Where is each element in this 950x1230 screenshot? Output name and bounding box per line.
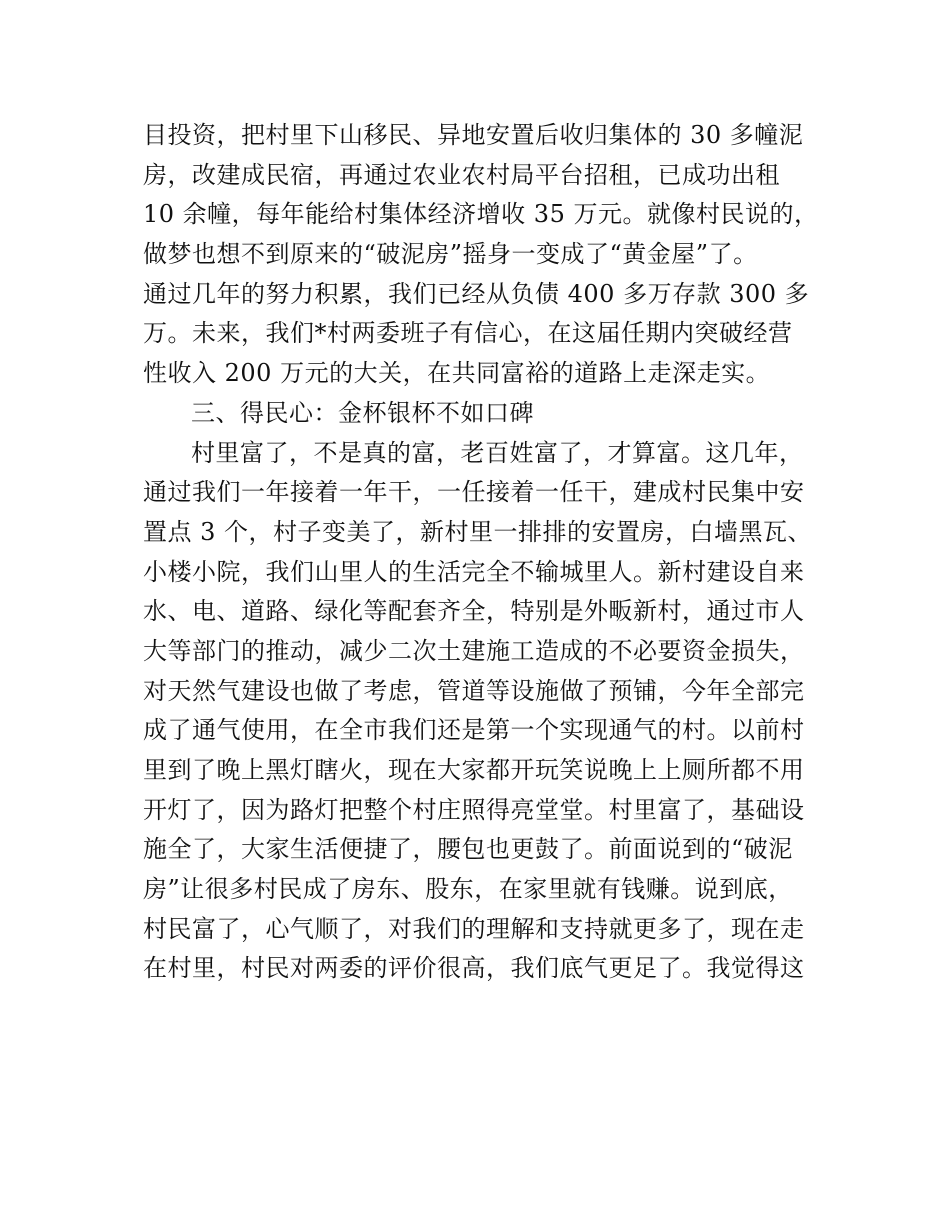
paragraph-line: 置点 3 个，村子变美了，新村里一排排的安置房，白墙黑瓦、	[143, 517, 813, 546]
paragraph-line: 10 余幢，每年能给村集体经济增收 35 万元。就像村民说的，	[143, 200, 819, 229]
paragraph-line: 通过我们一年接着一年干，一任接着一任干，建成村民集中安	[143, 478, 805, 507]
paragraph-line: 成了通气使用，在全市我们还是第一个实现通气的村。以前村	[143, 716, 805, 745]
paragraph-line: 通过几年的努力积累，我们已经从负债 400 多万存款 300 多	[143, 279, 810, 308]
paragraph-line: 村里富了，不是真的富，老百姓富了，才算富。这几年，	[191, 438, 804, 467]
paragraph-line: 对天然气建设也做了考虑，管道等设施做了预铺，今年全部完	[143, 676, 805, 705]
paragraph-line: 大等部门的推动，减少二次土建施工造成的不必要资金损失，	[143, 636, 805, 665]
paragraph-line: 房，改建成民宿，再通过农业农村局平台招租，已成功出租	[143, 160, 780, 189]
paragraph-line: 小楼小院，我们山里人的生活完全不输城里人。新村建设自来	[143, 557, 805, 586]
section-heading: 三、得民心：金杯银杯不如口碑	[191, 398, 534, 427]
paragraph-line: 施全了，大家生活便捷了，腰包也更鼓了。前面说到的“破泥	[143, 835, 793, 864]
paragraph-line: 目投资，把村里下山移民、异地安置后收归集体的 30 多幢泥	[143, 121, 804, 149]
paragraph-line: 开灯了，因为路灯把整个村庄照得亮堂堂。村里富了，基础设	[143, 795, 805, 824]
paragraph-line: 万。未来，我们*村两委班子有信心，在这届任期内突破经营	[143, 319, 793, 348]
paragraph-line: 做梦也想不到原来的“破泥房”摇身一变成了“黄金屋”了。	[143, 240, 758, 269]
paragraph-line: 水、电、道路、绿化等配套齐全，特别是外畈新村，通过市人	[143, 597, 805, 626]
paragraph-line: 村民富了，心气顺了，对我们的理解和支持就更多了，现在走	[143, 914, 805, 943]
paragraph-line: 在村里，村民对两委的评价很高，我们底气更足了。我觉得这	[143, 954, 805, 983]
paragraph-line: 里到了晚上黑灯瞎火，现在大家都开玩笑说晚上上厕所都不用	[143, 756, 805, 784]
paragraph-line: 性收入 200 万元的大关，在共同富裕的道路上走深走实。	[143, 359, 771, 388]
document-body	[143, 116, 823, 989]
paragraph-line: 房”让很多村民成了房东、股东，在家里就有钱赚。说到底，	[143, 875, 793, 904]
